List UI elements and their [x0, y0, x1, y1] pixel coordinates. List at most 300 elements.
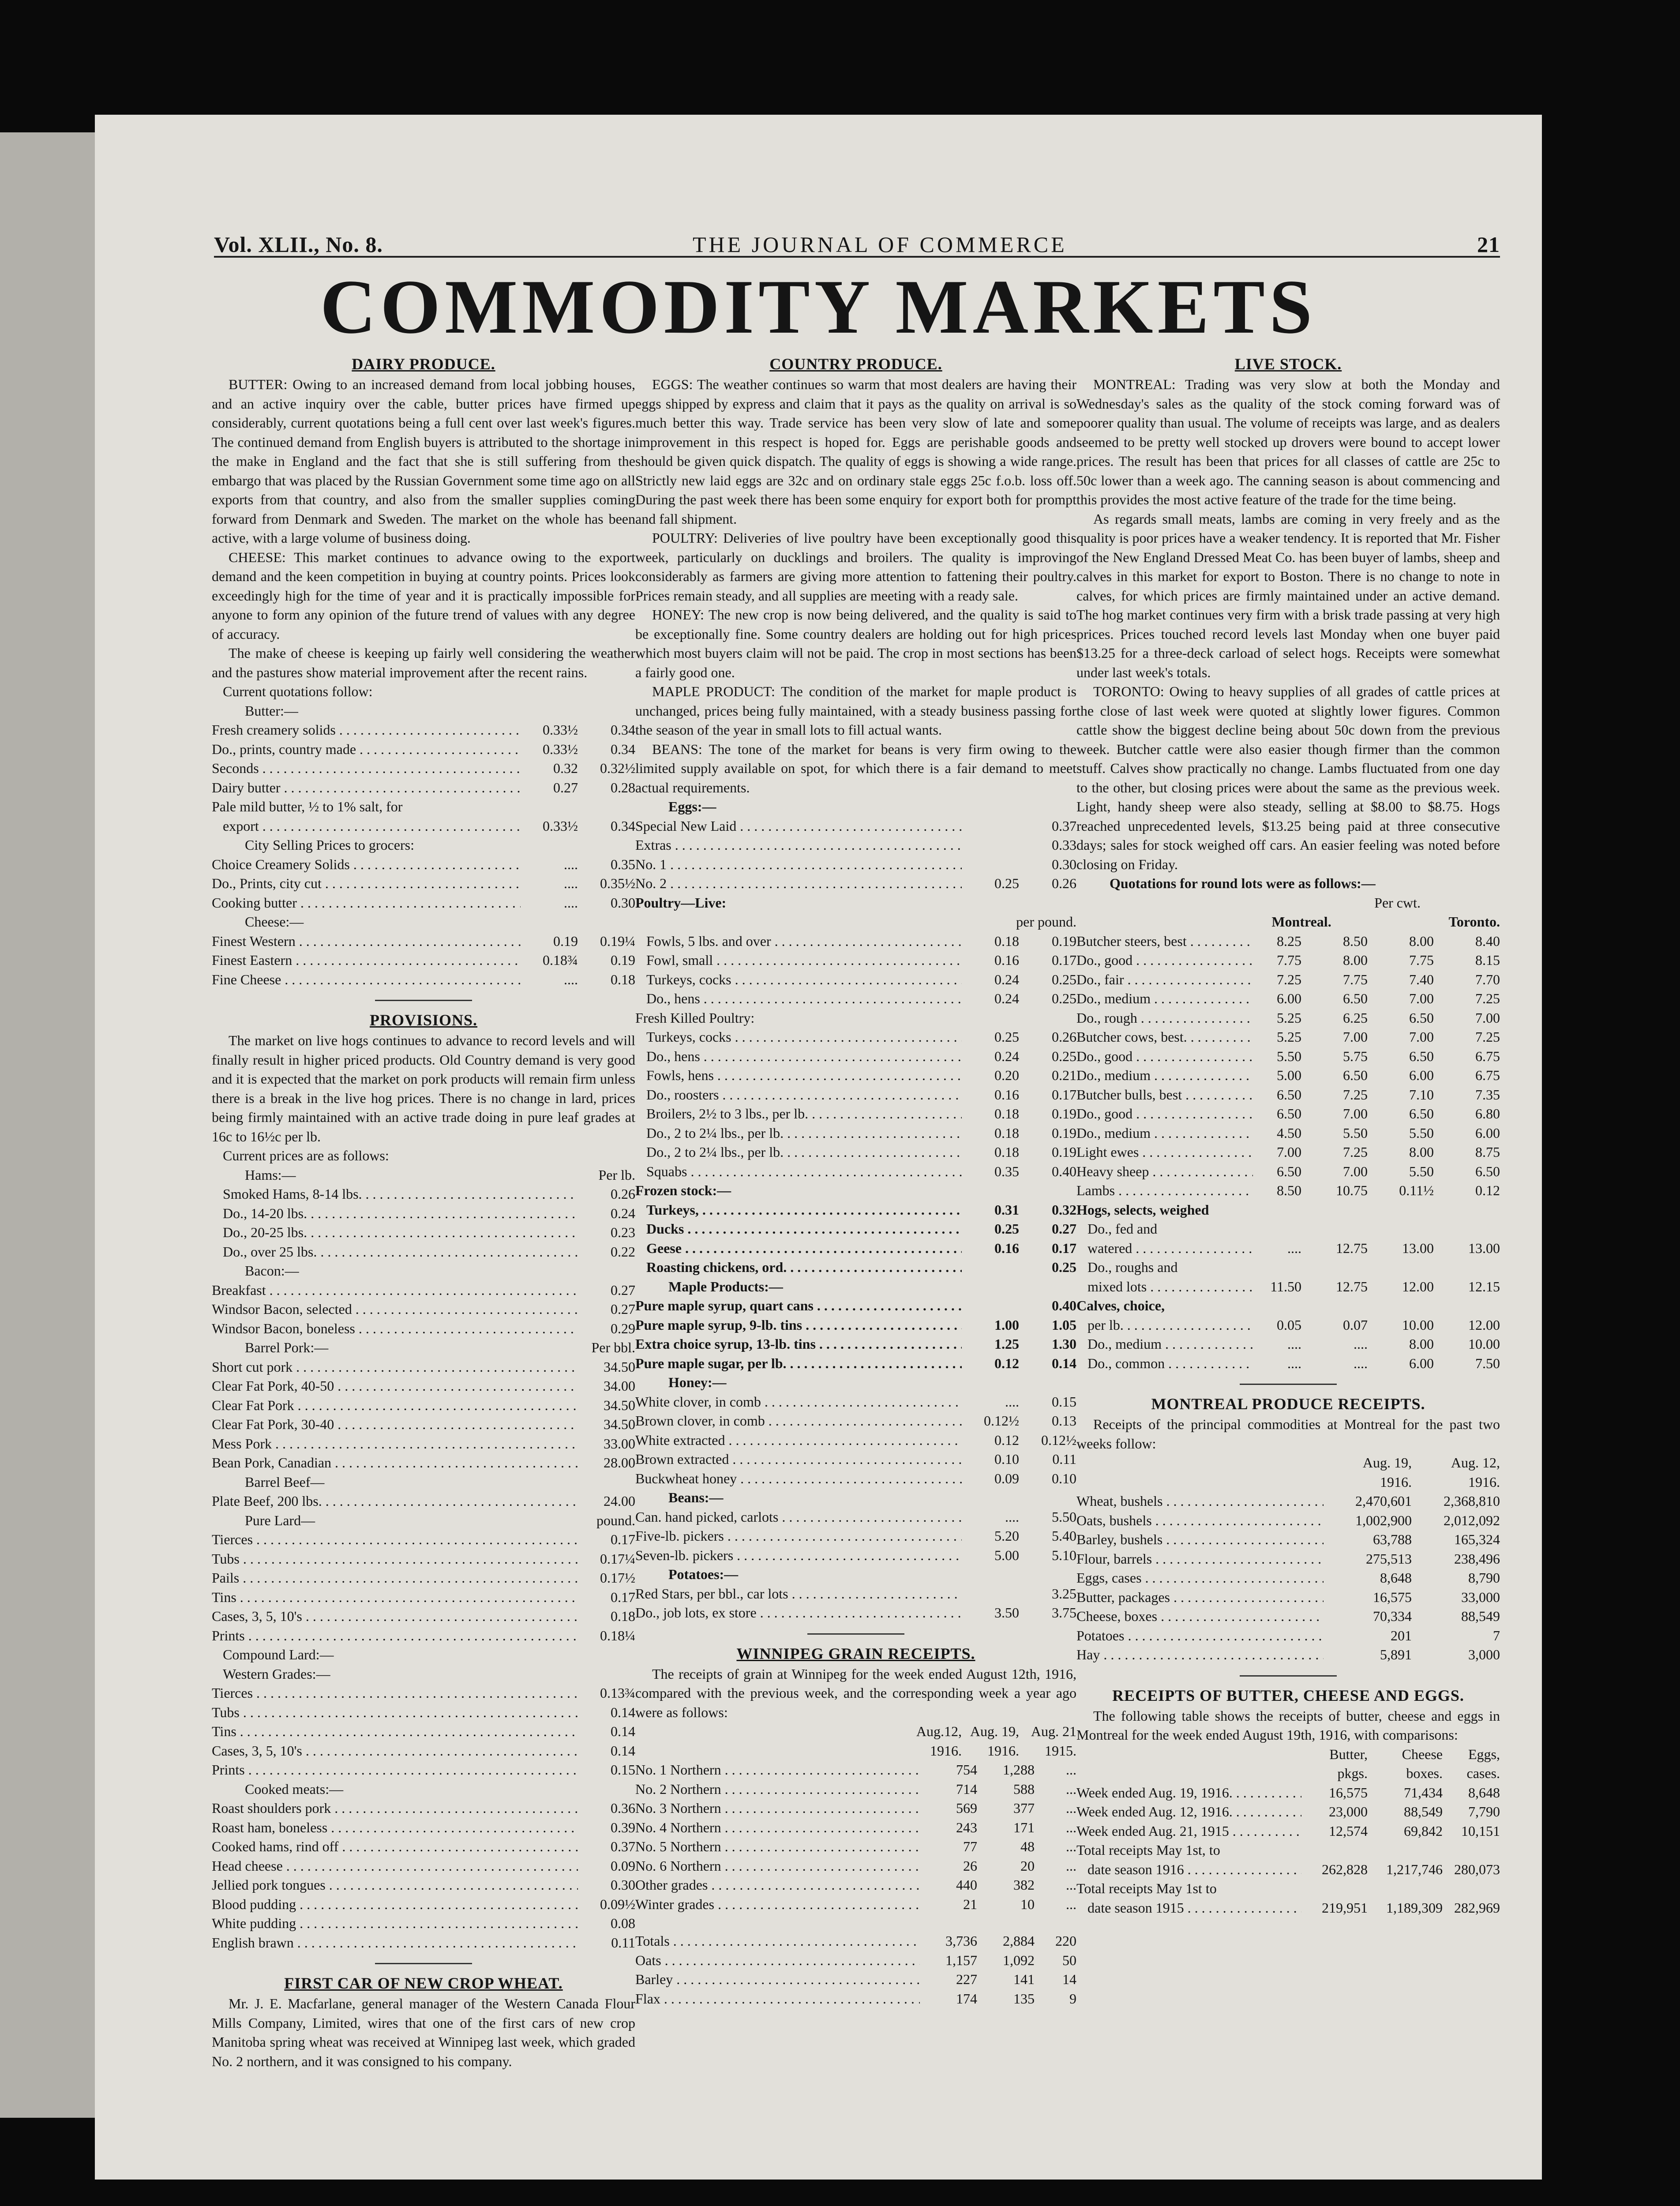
row-value: 588	[1013, 1781, 1035, 1797]
potatoes-subheading: Potatoes:—	[668, 1566, 739, 1582]
row-label: Do., over 25 lbs. . . .	[223, 1242, 578, 1262]
poultry-live-subheading: Poultry—Live:	[635, 894, 727, 911]
row-label: Do., good . . .	[1076, 1047, 1253, 1066]
row-label: Plate Beef, 200 lbs. . . .	[212, 1492, 578, 1511]
western-grades-subheading: Western Grades:—	[223, 1666, 330, 1682]
row-value: 0.13¾	[600, 1685, 635, 1701]
row-value: 6.80	[1475, 1106, 1500, 1122]
row-label: Blood pudding . . .	[212, 1895, 578, 1914]
column-header: 1916.	[987, 1742, 1019, 1759]
row-label: Week ended Aug. 21, 1915 . . .	[1076, 1822, 1301, 1841]
row-value: 0.32½	[600, 760, 635, 776]
row-value: 34.50	[604, 1416, 635, 1432]
row-label: Can. hand picked, carlots . . .	[635, 1508, 962, 1527]
row-label: Do., roosters . . .	[646, 1085, 962, 1105]
row-value: 0.10	[1052, 1470, 1076, 1486]
newspaper-page	[95, 115, 1542, 2180]
row-value: 0.33	[1052, 837, 1076, 853]
row-label: Fowl, small . . .	[646, 951, 962, 970]
row-value: 13.00	[1402, 1240, 1434, 1256]
row-value: 7.25	[1343, 1144, 1368, 1160]
row-value: 0.17	[1052, 952, 1076, 968]
row-value: 219,951	[1322, 1899, 1368, 1916]
country-eggs-paragraph: EGGS: The weather continues so warm that most dealers are having their eggs shipped by express and claim that it pays as the quality on arrival is so much better this way. Trade service has been very slow of late and some improvement in this respect is hoped for. Eggs are perishable goods and should be given quick dispatch. The quality of eggs is showing a wide range. Strictly new laid eggs are 32c and on ordinary stale eggs 25c f.o.b. loss off. During the past week there has been some enquiry for export both for prompt and fall shipment.	[635, 376, 1076, 527]
row-label: Week ended Aug. 19, 1916. . . .	[1076, 1783, 1301, 1803]
row-value: 6.50	[1343, 1067, 1368, 1083]
row-label: Do., 14-20 lbs. . . .	[223, 1204, 578, 1223]
price-row	[212, 1760, 635, 1780]
cheese-price-list	[212, 932, 635, 990]
row-value: 0.24	[994, 990, 1019, 1006]
row-label: No. 6 Northern . . .	[635, 1857, 920, 1876]
livestock-montreal-paragraph: MONTREAL: Trading was very slow at both the Monday and Wednesday's sales as the quality of the stock coming forward was of poorer quality than usual. The volume of receipts was large, and as dealers seemed to be pretty well stocked up drovers were bound to accept lower prices. The result has been that prices for all classes of cattle are 25c to 50c lower than a week ago. The canning season is about commencing and this provides the most active feature of the trade for the time being.	[1076, 376, 1500, 507]
column-header: pkgs.	[1337, 1765, 1368, 1781]
row-value: 0.27	[611, 1301, 635, 1317]
per-pound-row	[635, 912, 1076, 932]
total-1915-line: Total receipts May 1st to	[1076, 1880, 1217, 1896]
row-label: Eggs, cases . . .	[1076, 1568, 1324, 1588]
row-value: ....	[1005, 1508, 1019, 1525]
price-row	[635, 874, 1076, 893]
row-label: Fresh creamery solids . . .	[212, 720, 521, 740]
total-1916-line: Total receipts May 1st, to	[1076, 1842, 1220, 1858]
row-label: mixed lots . . .	[1088, 1277, 1253, 1297]
price-row	[212, 1281, 635, 1300]
price-row	[1076, 1549, 1500, 1569]
row-value: 0.25	[1052, 990, 1076, 1006]
price-row	[635, 1508, 1076, 1527]
price-row	[212, 1799, 635, 1818]
row-value: 0.18	[994, 1125, 1019, 1141]
page-header	[214, 232, 1500, 258]
row-value: 16,575	[1329, 1784, 1368, 1801]
winnipeg-paragraph: The receipts of grain at Winnipeg for the week ended August 12th, 1916, compared with the previous week, and the corresponding week a year ago were as follows:	[635, 1666, 1076, 1720]
price-row	[1076, 1143, 1500, 1162]
row-label: No. 1 . . .	[635, 855, 962, 874]
row-value: 12.00	[1402, 1278, 1434, 1294]
row-value: 227	[956, 1971, 977, 1987]
price-row	[635, 1546, 1076, 1565]
row-label: Seconds . . .	[212, 759, 521, 778]
row-label: Clear Fat Pork, 30-40 . . .	[212, 1415, 578, 1434]
row-value: 6.25	[1343, 1009, 1368, 1026]
row-value: ....	[1005, 1393, 1019, 1410]
section-divider	[1240, 1384, 1337, 1385]
row-label: Cases, 3, 5, 10's . . .	[212, 1741, 578, 1761]
livestock-small-meats-paragraph: As regards small meats, lambs are coming in very freely and as the quality is poor prices have a weaker tendency. It is reported that Mr. Fisher of the New England Dressed Meat Co. has been buyer of lambs, sheep and calves in this market for export to Boston. There is no change to note in calves, for which prices are firmly maintained under an active demand. The hog market continues very firm with a brisk trade passing at very high prices. Prices touched record levels last Monday when one buyer paid $13.25 for a three-deck carload of select hogs. Receipts were somewhat under last week's totals.	[1076, 510, 1500, 680]
row-value: 5.10	[1052, 1547, 1076, 1563]
price-row	[635, 1335, 1076, 1354]
killed-poultry-price-list	[635, 1028, 1076, 1181]
row-label: Fine Cheese . . .	[212, 970, 521, 990]
pork-subheading: Barrel Pork:—	[245, 1339, 329, 1355]
row-value: 12.75	[1336, 1278, 1368, 1294]
row-value: 275,513	[1366, 1550, 1412, 1567]
row-value: 0.35	[994, 1163, 1019, 1179]
row-value: 0.19	[1052, 933, 1076, 949]
country-maple-paragraph: MAPLE PRODUCT: The condition of the market for maple product is unchanged, prices being fully maintained, with a steady business passing for the season of the year in small lots to fill actual wants.	[635, 683, 1076, 738]
row-label: Choice Creamery Solids . . .	[212, 855, 521, 874]
row-value: ...	[1066, 1762, 1076, 1778]
row-value: 8.00	[1343, 952, 1368, 968]
row-value: 8.15	[1475, 952, 1500, 968]
row-value: 714	[956, 1781, 977, 1797]
row-value: 3,736	[945, 1933, 977, 1949]
row-value: 3.25	[1052, 1585, 1076, 1602]
cooked-meats-price-list	[212, 1799, 635, 1952]
row-value: 48	[1020, 1838, 1035, 1854]
wheat-section-title: FIRST CAR OF NEW CROP WHEAT.	[284, 1974, 563, 1992]
row-label: Dairy butter . . .	[212, 778, 521, 798]
section-divider	[375, 1000, 472, 1001]
provisions-paragraph: The market on live hogs continues to advance to record levels and will finally result in higher priced products. Old Country demand is very good and it is expected that the market on pork products will remain firm unless there is a break in the live hog prices. There is no change in lard, prices being firmly maintained with an active trade doing in pure leaf grades at 16c to 16½c per lb.	[212, 1032, 635, 1144]
row-value: 23,000	[1329, 1804, 1368, 1820]
lard-heading-row	[212, 1511, 635, 1531]
row-label: Finest Eastern . . .	[212, 951, 521, 970]
row-value: 0.10	[994, 1451, 1019, 1467]
row-value: 0.19¼	[600, 933, 635, 949]
price-row	[635, 1392, 1076, 1412]
row-value: 262,828	[1322, 1861, 1368, 1877]
per-cwt-row	[1076, 893, 1500, 913]
eggs-subheading: Eggs:—	[668, 799, 716, 814]
price-row	[212, 874, 635, 893]
beef-subheading: Barrel Beef—	[245, 1474, 325, 1490]
country-honey-paragraph: HONEY: The new crop is now being delivered, and the quality is said to be exceptionally fine. Some country dealers are holding out for high prices which most buyers claim will not be paid. The crop in most sections has been a fairly good one.	[635, 607, 1076, 680]
column-middle	[635, 353, 1076, 2008]
row-value: 0.09	[611, 1857, 635, 1874]
row-value: 0.26	[1052, 1029, 1076, 1045]
row-value: 0.28	[611, 779, 635, 795]
row-value: 0.11½	[1399, 1182, 1434, 1198]
price-row	[212, 932, 635, 951]
column-header: 1915.	[1045, 1742, 1076, 1759]
row-value: 5.75	[1343, 1048, 1368, 1064]
row-value: 7.00	[1475, 1009, 1500, 1026]
row-value: 220	[1055, 1933, 1076, 1949]
price-row	[635, 1970, 1076, 1989]
winnipeg-header-dates	[635, 1722, 1076, 1741]
price-row	[1076, 1511, 1500, 1531]
row-label: Ducks . . .	[646, 1219, 962, 1239]
row-value: 7.75	[1409, 952, 1434, 968]
price-row	[212, 951, 635, 970]
pork-price-list	[212, 1358, 635, 1473]
row-value: 1,002,900	[1355, 1512, 1412, 1528]
row-value: 0.34	[611, 818, 635, 834]
row-value: 7,790	[1468, 1804, 1500, 1820]
row-value: 282,969	[1454, 1899, 1500, 1916]
row-value: 0.14	[611, 1742, 635, 1759]
row-label: No. 1 Northern . . .	[635, 1760, 920, 1780]
row-value: 7	[1493, 1627, 1500, 1643]
country-section-title: COUNTRY PRODUCE.	[769, 355, 942, 373]
row-label: Seven-lb. pickers . . .	[635, 1546, 962, 1565]
row-value: ...	[1066, 1838, 1076, 1854]
row-value: 0.33½	[543, 722, 578, 738]
price-row	[1076, 1626, 1500, 1646]
row-value: 5.40	[1052, 1528, 1076, 1544]
potatoes-price-list	[635, 1584, 1076, 1623]
price-row	[1076, 1085, 1500, 1105]
lard-price-list	[212, 1530, 635, 1645]
price-row	[212, 1223, 635, 1242]
row-value: ....	[564, 856, 578, 872]
row-value: 0.13	[1052, 1413, 1076, 1429]
row-value: 3.75	[1052, 1605, 1076, 1621]
row-label: Fowls, 5 lbs. and over . . .	[646, 932, 962, 951]
row-value: 8.00	[1409, 1144, 1434, 1160]
row-value: 0.19	[611, 952, 635, 968]
livestock-price-table	[1076, 932, 1500, 1201]
price-row	[1076, 1607, 1500, 1626]
row-value: ....	[1287, 1355, 1301, 1371]
price-row	[212, 1857, 635, 1876]
maple-products-subheading: Maple Products:—	[668, 1278, 783, 1294]
price-row	[635, 1085, 1076, 1105]
row-value: 9	[1069, 1990, 1076, 2007]
row-value: 0.18¼	[600, 1627, 635, 1643]
row-value: 8.00	[1409, 933, 1434, 949]
row-value: 165,324	[1454, 1531, 1500, 1547]
price-row	[635, 1104, 1076, 1124]
row-label: Prints . . .	[212, 1626, 578, 1646]
row-value: 12,574	[1329, 1823, 1368, 1839]
price-row	[635, 1876, 1076, 1895]
row-label: Do., prints, country made . . .	[212, 740, 521, 759]
row-value: 10,151	[1461, 1823, 1500, 1839]
price-row	[1076, 1028, 1500, 1047]
row-value: 10	[1020, 1896, 1035, 1912]
livestock-toronto-paragraph: TORONTO: Owing to heavy supplies of all grades of cattle prices at the close of last week were quoted at slightly lower figures. Common cattle show the biggest decline being about 50c down from the previous week. Butcher cattle were also easier though firmer than the common stuff. Calves show practically no change. Lambs fluctuated from one day to the other, but closing prices were about the same as the previous week. Light, handy sheep were also steady, selling at $8.00 to $8.75. Hogs reached unprecedented levels, $13.25 being paid at three consecutive days; sales for stock weighed off cars. An easier feeling was noted before closing on Friday.	[1076, 683, 1500, 872]
column-left	[212, 353, 635, 2071]
provisions-section-title: PROVISIONS.	[369, 1011, 478, 1029]
row-value: 0.35½	[600, 875, 635, 891]
row-value: 2,368,810	[1444, 1493, 1500, 1509]
killed-poultry-subheading: Fresh Killed Poultry:	[635, 1009, 755, 1026]
row-value: ....	[1354, 1355, 1368, 1371]
row-label: White pudding . . .	[212, 1914, 578, 1933]
row-label: Finest Western . . .	[212, 932, 521, 951]
price-row	[635, 1951, 1076, 1970]
cooked-meats-subheading: Cooked meats:—	[245, 1781, 344, 1797]
dairy-butter-paragraph: BUTTER: Owing to an increased demand from local jobbing houses, and an active inquiry over the cable, butter prices have firmed up considerably, current quotations being a full cent over last week's figures. The continued demand from English buyers is attributed to the shortage in the make in England and the fact that she is still suffering from the embargo that was placed by the Russian Government some time ago on all exports from that country, and also from the smaller supplies coming forward from Denmark and Sweden. The market on the whole has been active, with a large volume of business doing.	[212, 376, 635, 546]
maple-products-price-list	[635, 1296, 1076, 1373]
row-value: 12.00	[1468, 1317, 1500, 1333]
hams-heading-row	[212, 1166, 635, 1185]
row-value: 16,575	[1373, 1589, 1412, 1605]
price-row	[212, 855, 635, 874]
butter-subheading: Butter:—	[245, 702, 298, 719]
row-label: Turkeys, cocks . . .	[646, 1028, 962, 1047]
row-value: 7.00	[1409, 1029, 1434, 1045]
price-row	[635, 1527, 1076, 1546]
bacon-subheading: Bacon:—	[245, 1263, 299, 1279]
row-value: 34.50	[604, 1358, 635, 1375]
price-row	[1076, 1239, 1500, 1258]
row-value: 7.00	[1343, 1163, 1368, 1179]
price-row	[635, 855, 1076, 874]
row-value: 7.75	[1343, 971, 1368, 987]
price-row	[1076, 1802, 1500, 1822]
row-value: 10.00	[1402, 1317, 1434, 1333]
column-header: Aug. 21	[1031, 1723, 1076, 1739]
price-row	[635, 1584, 1076, 1604]
column-header: Aug. 12,	[1451, 1455, 1500, 1471]
row-label: Mess Pork . . .	[212, 1434, 578, 1454]
row-value: 0.34	[611, 722, 635, 738]
row-value: 6.50	[1277, 1106, 1301, 1122]
row-value: 1.25	[994, 1336, 1019, 1352]
row-label: No. 5 Northern . . .	[635, 1837, 920, 1857]
row-label: Pure maple syrup, quart cans . . .	[635, 1296, 962, 1316]
row-label: Flour, barrels . . .	[1076, 1549, 1324, 1569]
price-row	[635, 1354, 1076, 1373]
row-label: Light ewes . . .	[1076, 1143, 1253, 1162]
row-label: per lb. . . .	[1088, 1316, 1253, 1335]
masthead-title: COMMODITY MARKETS	[320, 264, 1317, 349]
row-value: ....	[564, 971, 578, 987]
row-value: 0.11	[1052, 1451, 1076, 1467]
row-value: 0.09½	[600, 1896, 635, 1912]
city-price-list	[212, 855, 635, 913]
livestock-section-title: LIVE STOCK.	[1234, 355, 1342, 373]
price-row	[1076, 1047, 1500, 1066]
provisions-intro: Current prices are as follows:	[223, 1148, 389, 1163]
country-beans-paragraph: BEANS: The tone of the market for beans is very firm owing to the limited supply available on spot, for which there is a fair demand to meet actual requirements.	[635, 741, 1076, 795]
row-value: 0.12	[994, 1355, 1019, 1371]
row-label: Lambs . . .	[1076, 1181, 1253, 1201]
row-value: 0.25	[1052, 1259, 1076, 1275]
row-label: date season 1916 . . .	[1088, 1860, 1301, 1880]
row-value: 5.50	[1409, 1125, 1434, 1141]
row-value: 71,434	[1404, 1784, 1443, 1801]
row-value: 5.25	[1277, 1029, 1301, 1045]
honey-price-list	[635, 1392, 1076, 1489]
row-value: 69,842	[1404, 1823, 1443, 1839]
price-row	[635, 989, 1076, 1009]
row-label: Roast shoulders pork . . .	[212, 1799, 578, 1818]
row-label: Butter, packages . . .	[1076, 1588, 1324, 1607]
row-label: Do., good . . .	[1076, 1104, 1253, 1124]
row-value: 0.17	[1052, 1240, 1076, 1256]
row-label: Winter grades . . .	[635, 1895, 920, 1914]
row-label: Bean Pork, Canadian . . .	[212, 1453, 578, 1473]
row-value: 0.40	[1052, 1163, 1076, 1179]
price-row	[635, 817, 1076, 836]
calves-subheading: Calves, choice,	[1076, 1298, 1165, 1313]
price-row	[635, 970, 1076, 990]
row-label: Windsor Bacon, selected . . .	[212, 1300, 578, 1319]
row-value: 0.12½	[984, 1413, 1019, 1429]
bacon-price-list	[212, 1281, 635, 1339]
row-value: 0.17	[611, 1531, 635, 1547]
winnipeg-totals-table	[635, 1932, 1076, 2008]
column-header: boxes.	[1406, 1765, 1443, 1781]
row-value: 0.19	[1052, 1144, 1076, 1160]
row-value: 1,189,309	[1386, 1899, 1443, 1916]
section-divider	[807, 1633, 904, 1635]
row-value: 0.27	[611, 1282, 635, 1298]
row-value: 0.33½	[543, 818, 578, 834]
row-label: English brawn . . .	[212, 1933, 578, 1953]
row-label: Cooked hams, rind off . . .	[212, 1837, 578, 1857]
row-label: Do., Prints, city cut . . .	[212, 874, 521, 893]
row-value: 0.37	[1052, 818, 1076, 834]
row-value: 6.00	[1475, 1125, 1500, 1141]
row-value: 1,092	[1003, 1952, 1035, 1968]
price-row	[212, 1895, 635, 1914]
price-row	[212, 1319, 635, 1339]
row-value: 0.14	[611, 1723, 635, 1739]
row-value: 754	[956, 1762, 977, 1778]
row-value: 8,648	[1380, 1570, 1412, 1586]
column-header: 1916.	[930, 1742, 962, 1759]
row-value: 7.25	[1475, 990, 1500, 1006]
row-value: 5.50	[1409, 1163, 1434, 1179]
butter-receipts-paragraph: The following table shows the receipts of butter, cheese and eggs in Montreal for the week ended August 19th, 1916, with comparisons:	[1076, 1707, 1500, 1743]
section-divider	[1240, 1675, 1337, 1677]
produce-receipts-paragraph: Receipts of the principal commodities at Montreal for the past two weeks follow:	[1076, 1416, 1500, 1452]
price-row	[635, 1799, 1076, 1818]
row-value: 20	[1020, 1857, 1035, 1874]
row-value: 569	[956, 1800, 977, 1816]
row-label: Extras . . .	[635, 836, 962, 855]
eggs-price-list	[635, 817, 1076, 893]
row-label: Turkeys, cocks . . .	[646, 970, 962, 990]
price-row	[212, 740, 635, 759]
row-value: 1,288	[1003, 1762, 1035, 1778]
price-row	[635, 1818, 1076, 1838]
unit-label: Per cwt.	[1374, 894, 1421, 911]
row-label: Pure maple syrup, 9-lb. tins . . .	[635, 1316, 962, 1335]
price-row	[212, 1204, 635, 1223]
row-label: Geese . . .	[646, 1239, 962, 1258]
row-value: 0.12	[1475, 1182, 1500, 1198]
row-value: 0.11	[611, 1934, 635, 1951]
butter-price-list	[212, 720, 635, 797]
row-value: 12.15	[1468, 1278, 1500, 1294]
price-row	[212, 1588, 635, 1607]
row-value: 201	[1391, 1627, 1412, 1643]
row-value: 13.00	[1468, 1240, 1500, 1256]
row-value: 7.50	[1475, 1355, 1500, 1371]
row-label: Do., 20-25 lbs. . . .	[223, 1223, 578, 1242]
row-value: 0.15	[611, 1762, 635, 1778]
row-value: 5.20	[994, 1528, 1019, 1544]
row-value: 280,073	[1454, 1861, 1500, 1877]
row-label: White clover, in comb . . .	[635, 1392, 962, 1412]
price-row	[212, 1453, 635, 1473]
price-row	[1076, 1162, 1500, 1182]
livestock-market-header	[1076, 912, 1500, 932]
price-row	[635, 1047, 1076, 1066]
row-value: 6.50	[1277, 1086, 1301, 1103]
dairy-make-paragraph: The make of cheese is keeping up fairly well considering the weather and the pastures show material improvement after the recent rains.	[212, 645, 635, 680]
row-value: 0.32	[553, 760, 578, 776]
country-poultry-paragraph: POULTRY: Deliveries of live poultry have been exceptionally good this week, particularly on ducklings and broilers. The quality is improving considerably as farmers are giving more attention to fattening their poultry. Prices remain steady, and all supplies are meeting with a ready sale.	[635, 530, 1076, 604]
honey-subheading: Honey:—	[668, 1374, 727, 1390]
beans-price-list	[635, 1508, 1076, 1565]
price-row	[212, 1434, 635, 1454]
row-value: 0.12	[994, 1432, 1019, 1448]
row-label: Flax . . .	[635, 1989, 920, 2009]
row-label: White extracted . . .	[635, 1431, 962, 1450]
column-header: Eggs,	[1468, 1746, 1500, 1762]
row-label: Short cut pork . . .	[212, 1358, 578, 1377]
row-value: 1.05	[1052, 1317, 1076, 1333]
row-label: Barley . . .	[635, 1970, 920, 1989]
